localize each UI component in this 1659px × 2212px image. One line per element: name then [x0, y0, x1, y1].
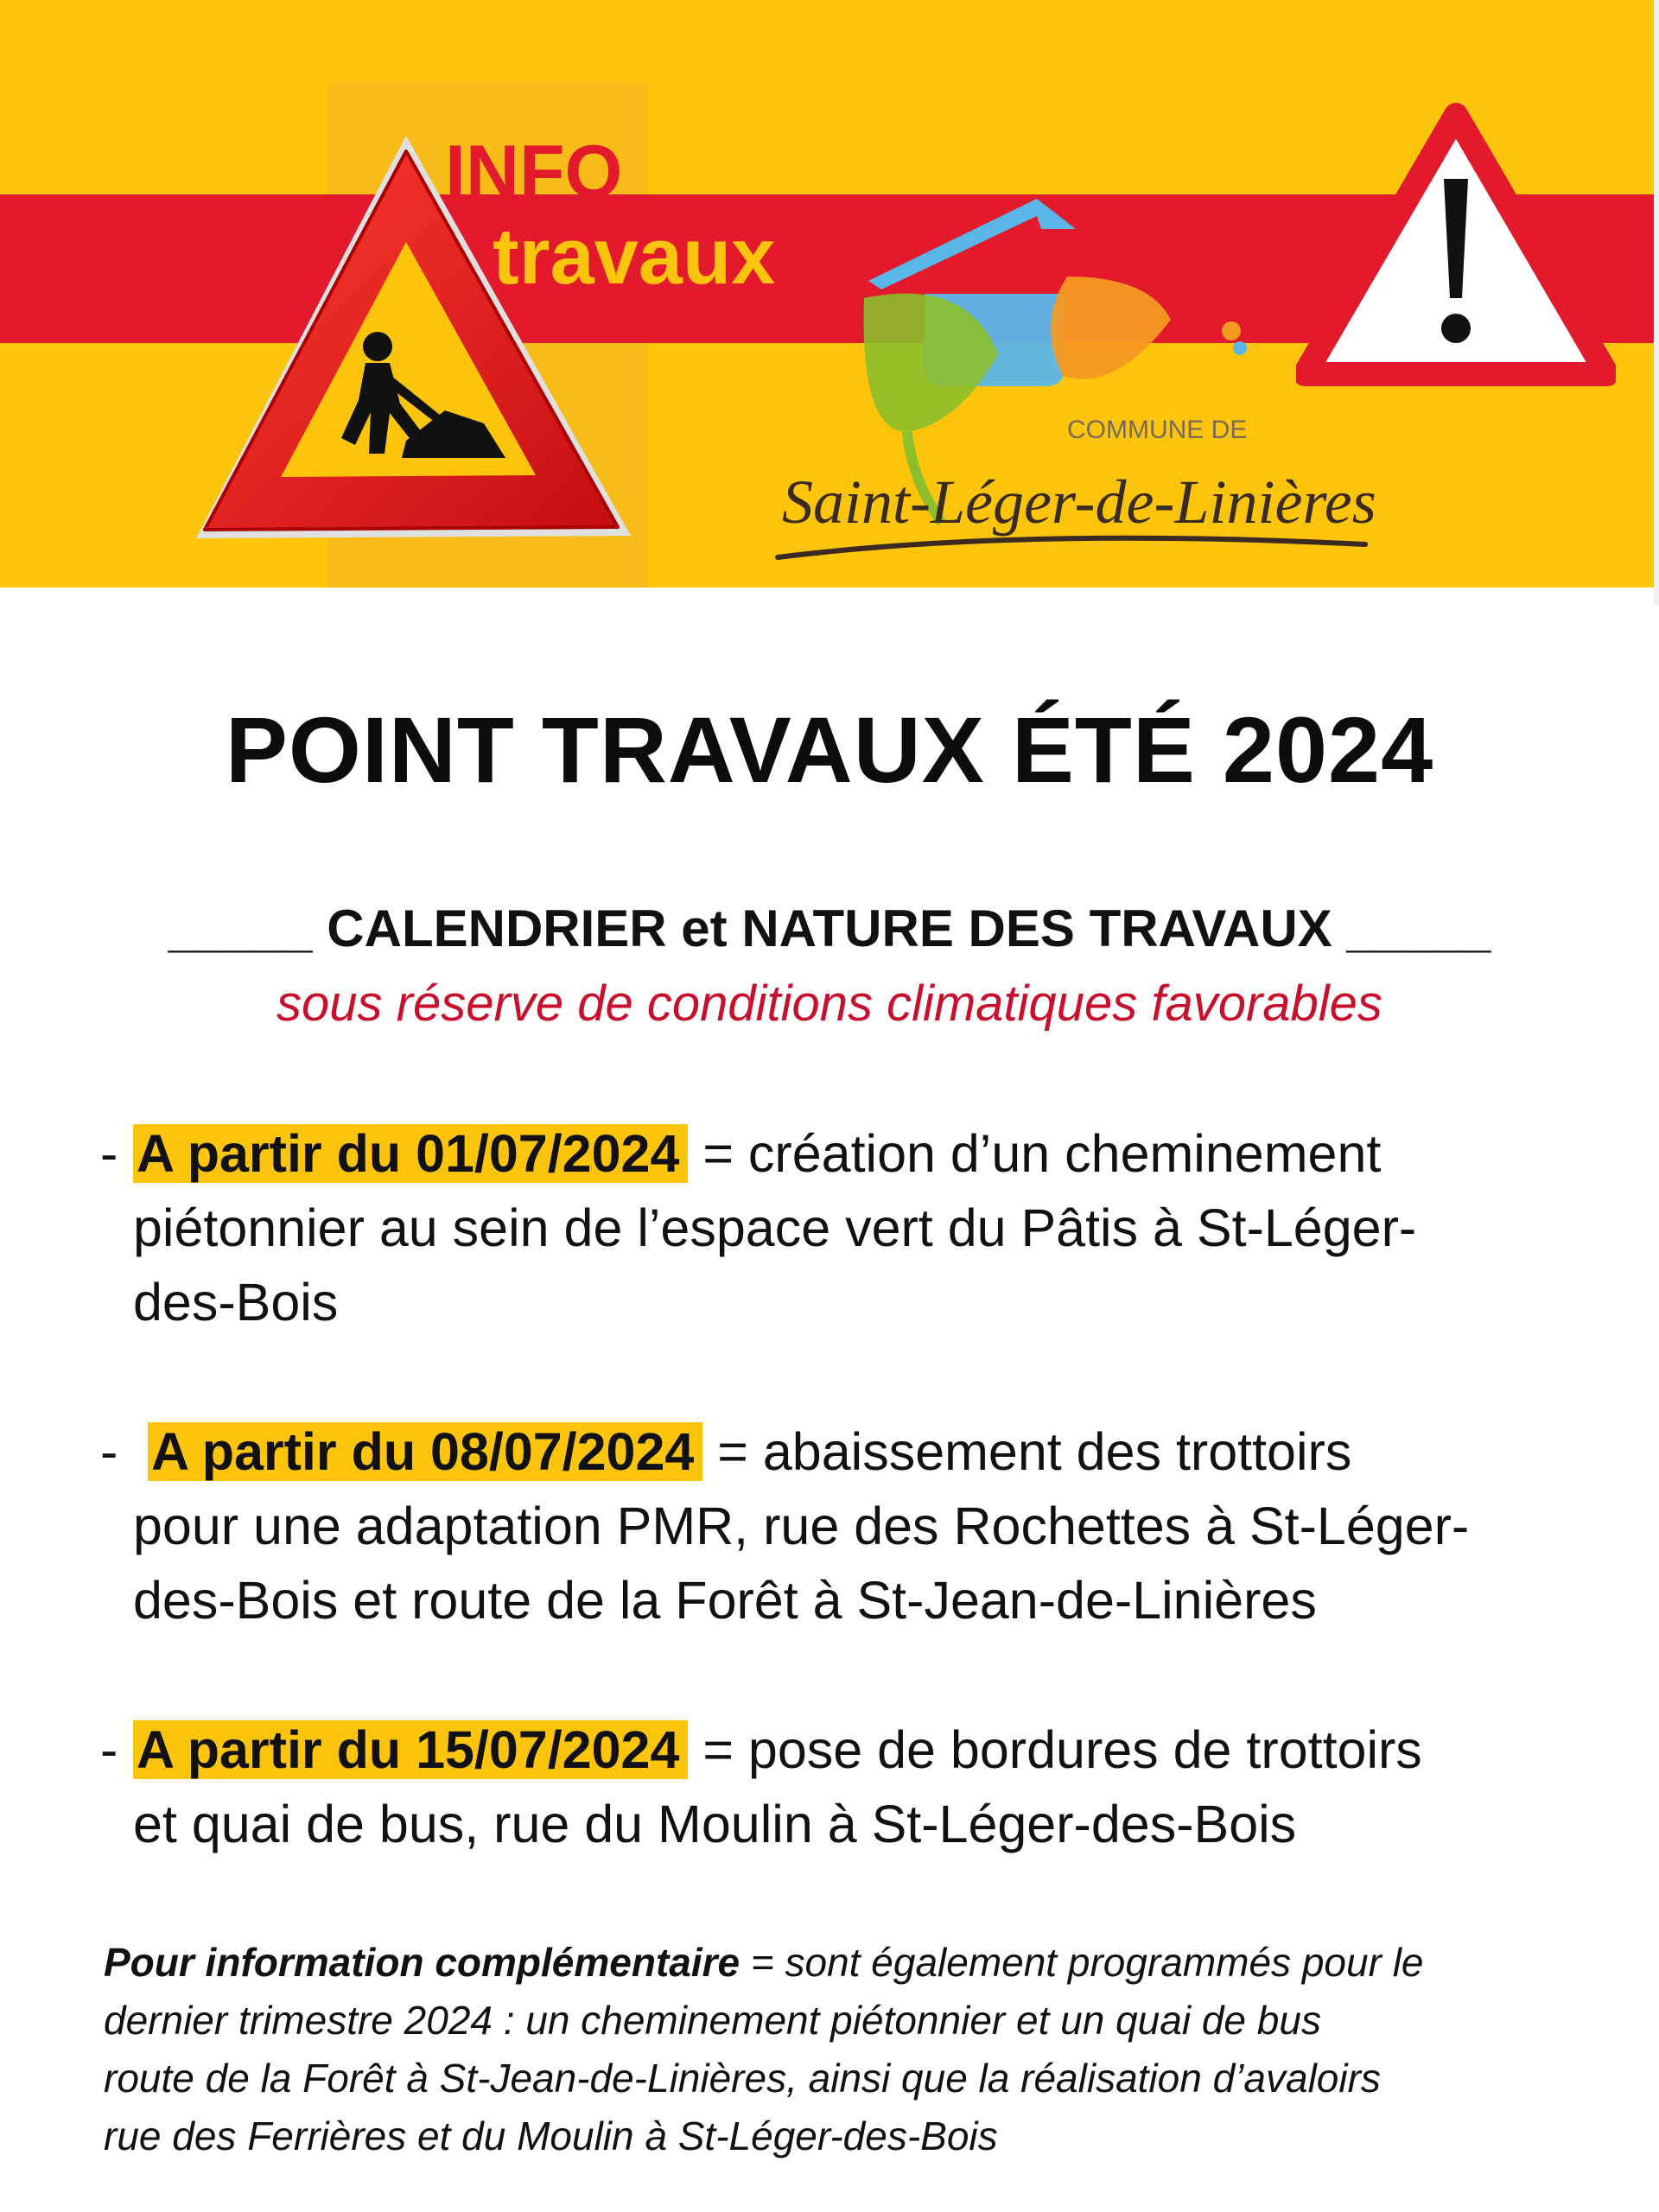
banner-edge [1654, 0, 1659, 605]
footnote-text: dernier trimestre 2024 : un cheminement piétonnier et un quai de bus [104, 1998, 1321, 2043]
work-item-2 [100, 1414, 1569, 1637]
item-text: pour une adaptation PMR, rue des Rochettes à St-Léger- [133, 1497, 1470, 1555]
date-highlight: A partir du 01/07/2024 [133, 1124, 688, 1183]
date-highlight: A partir du 08/07/2024 [148, 1422, 702, 1481]
item-text: piétonnier au sein de l’espace vert du Pâtis à St-Léger- [133, 1198, 1417, 1257]
footnote [104, 1934, 1573, 2165]
info-word: INFO [445, 130, 623, 213]
item-text: = abaissement des trottoirs [702, 1422, 1352, 1481]
footnote-text: rue des Ferrières et du Moulin à St-Léger-des-Bois [104, 2113, 998, 2158]
item-text: des-Bois [133, 1273, 339, 1332]
header-banner [0, 0, 1659, 588]
page-title: POINT TRAVAUX ÉTÉ 2024 [225, 697, 1434, 802]
footnote-bold: Pour information complémentaire [104, 1940, 741, 1985]
commune-label: COMMUNE DE [1067, 416, 1248, 444]
travaux-word: travaux [493, 213, 776, 301]
warning-sign-icon [1296, 99, 1616, 389]
item-dash: - [100, 1422, 118, 1481]
work-item-3 [100, 1713, 1569, 1861]
calendar-subtitle: sous réserve de conditions climatiques favorables [276, 976, 1382, 1032]
item-text: = pose de bordures de trottoirs [688, 1720, 1422, 1779]
footnote-text: = sont également programmés pour le [740, 1940, 1424, 1985]
item-text: = création d’un cheminement [688, 1124, 1382, 1183]
item-dash: - [100, 1124, 118, 1183]
footnote-text: route de la Forêt à St-Jean-de-Linières, ainsi que la réalisation d’avaloirs [104, 2056, 1381, 2101]
date-highlight: A partir du 15/07/2024 [133, 1720, 688, 1779]
item-dash: - [100, 1720, 118, 1779]
item-text: et quai de bus, rue du Moulin à St-Léger-des-Bois [133, 1795, 1297, 1853]
work-item-1 [100, 1116, 1569, 1339]
calendar-heading: _____ CALENDRIER et NATURE DES TRAVAUX _____ [168, 899, 1491, 957]
commune-name: Saint-Léger-de-Linières [782, 467, 1376, 537]
item-text: des-Bois et route de la Forêt à St-Jean-de-Linières [133, 1571, 1317, 1630]
